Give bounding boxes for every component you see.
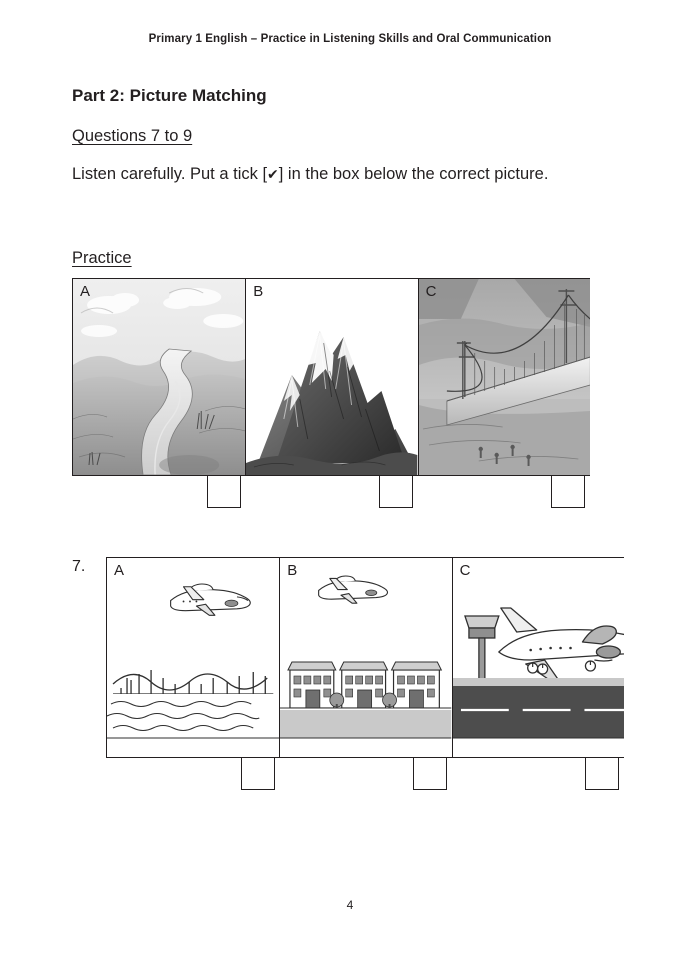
- instruction-text-before: Listen carefully. Put a tick [: [72, 165, 268, 183]
- practice-option-c-letter: C: [425, 283, 437, 300]
- page-title: Part 2: Picture Matching: [72, 86, 267, 105]
- practice-option-a[interactable]: [73, 279, 245, 475]
- instruction-text: [72, 163, 592, 187]
- question-7-number: 7.: [72, 558, 86, 575]
- question-7-picture-row: [106, 557, 624, 758]
- tick-icon: ✔: [267, 167, 279, 183]
- suspension-bridge-image: [419, 279, 590, 475]
- question-7-option-c-letter: C: [459, 562, 471, 579]
- practice-option-b[interactable]: [245, 279, 417, 475]
- airplane-over-town-buildings-image: [280, 558, 451, 757]
- practice-answer-box-a[interactable]: [207, 476, 241, 508]
- page-number: 4: [346, 898, 354, 912]
- airplane-on-airport-runway-image: [453, 558, 624, 757]
- mountain-peaks-image: [246, 279, 417, 475]
- practice-label: Practice: [72, 249, 132, 267]
- instruction-text-after: ] in the box below the correct picture.: [278, 165, 549, 183]
- practice-answer-box-c[interactable]: [551, 476, 585, 508]
- question-7-answer-box-c[interactable]: [585, 758, 619, 790]
- question-7-option-c[interactable]: [452, 558, 624, 757]
- running-head: Primary 1 English – Practice in Listening Skills and Oral Communication: [148, 33, 552, 45]
- practice-picture-row: [72, 278, 590, 476]
- practice-option-a-letter: A: [80, 283, 91, 300]
- question-7-option-a[interactable]: [107, 558, 279, 757]
- question-7-option-b-letter: B: [287, 562, 298, 579]
- practice-option-b-letter: B: [253, 283, 264, 300]
- practice-option-c[interactable]: [418, 279, 590, 475]
- question-7-answer-box-b[interactable]: [413, 758, 447, 790]
- practice-answer-box-b[interactable]: [379, 476, 413, 508]
- airplane-over-bridge-and-river-image: [107, 558, 279, 757]
- question-7-option-b[interactable]: [279, 558, 451, 757]
- question-7-answer-box-a[interactable]: [241, 758, 275, 790]
- question-7-option-a-letter: A: [114, 562, 125, 579]
- questions-range-label: Questions 7 to 9: [72, 127, 193, 145]
- river-valley-landscape-image: [73, 279, 245, 475]
